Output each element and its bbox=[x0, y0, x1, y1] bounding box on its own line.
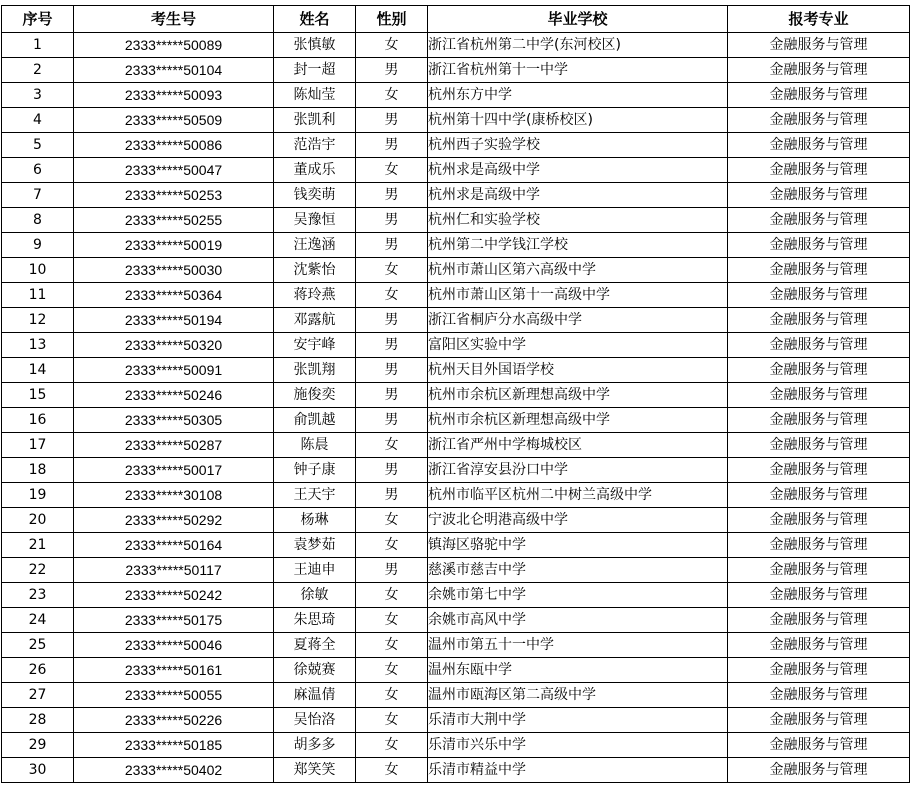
cell-gender: 女 bbox=[356, 583, 428, 608]
table-row bbox=[2, 608, 910, 633]
cell-school: 杭州西子实验学校 bbox=[428, 133, 728, 158]
cell-exam-id: 2333*****50194 bbox=[74, 308, 274, 333]
cell-school: 杭州第十四中学(康桥校区) bbox=[428, 108, 728, 133]
cell-exam-id: 2333*****50242 bbox=[74, 583, 274, 608]
admission-roster-table bbox=[1, 5, 910, 783]
table-row bbox=[2, 508, 910, 533]
cell-no: 19 bbox=[2, 483, 74, 508]
cell-school: 浙江省杭州第二中学(东河校区) bbox=[428, 33, 728, 58]
header-row bbox=[2, 6, 910, 33]
table-row bbox=[2, 358, 910, 383]
cell-gender: 女 bbox=[356, 633, 428, 658]
cell-major: 金融服务与管理 bbox=[728, 233, 910, 258]
cell-school: 杭州求是高级中学 bbox=[428, 183, 728, 208]
table-row bbox=[2, 258, 910, 283]
cell-exam-id: 2333*****30108 bbox=[74, 483, 274, 508]
cell-exam-id: 2333*****50255 bbox=[74, 208, 274, 233]
cell-major: 金融服务与管理 bbox=[728, 483, 910, 508]
cell-gender: 男 bbox=[356, 483, 428, 508]
table-row bbox=[2, 758, 910, 783]
cell-gender: 女 bbox=[356, 733, 428, 758]
cell-major: 金融服务与管理 bbox=[728, 433, 910, 458]
header-major: 报考专业 bbox=[728, 6, 910, 33]
cell-exam-id: 2333*****50030 bbox=[74, 258, 274, 283]
cell-major: 金融服务与管理 bbox=[728, 158, 910, 183]
cell-name: 沈紫怡 bbox=[274, 258, 356, 283]
cell-no: 2 bbox=[2, 58, 74, 83]
table-row bbox=[2, 433, 910, 458]
cell-exam-id: 2333*****50292 bbox=[74, 508, 274, 533]
table-row bbox=[2, 633, 910, 658]
cell-exam-id: 2333*****50055 bbox=[74, 683, 274, 708]
cell-gender: 男 bbox=[356, 358, 428, 383]
cell-gender: 女 bbox=[356, 658, 428, 683]
cell-no: 29 bbox=[2, 733, 74, 758]
table-row bbox=[2, 533, 910, 558]
cell-name: 夏蒋全 bbox=[274, 633, 356, 658]
table-row bbox=[2, 483, 910, 508]
cell-school: 温州市第五十一中学 bbox=[428, 633, 728, 658]
cell-gender: 女 bbox=[356, 33, 428, 58]
table-row bbox=[2, 458, 910, 483]
cell-major: 金融服务与管理 bbox=[728, 708, 910, 733]
cell-major: 金融服务与管理 bbox=[728, 258, 910, 283]
cell-no: 9 bbox=[2, 233, 74, 258]
table-row bbox=[2, 233, 910, 258]
cell-school: 浙江省杭州第十一中学 bbox=[428, 58, 728, 83]
cell-school: 富阳区实验中学 bbox=[428, 333, 728, 358]
cell-exam-id: 2333*****50287 bbox=[74, 433, 274, 458]
cell-major: 金融服务与管理 bbox=[728, 458, 910, 483]
cell-school: 温州东瓯中学 bbox=[428, 658, 728, 683]
cell-gender: 女 bbox=[356, 508, 428, 533]
header-exam-id: 考生号 bbox=[74, 6, 274, 33]
cell-major: 金融服务与管理 bbox=[728, 83, 910, 108]
cell-major: 金融服务与管理 bbox=[728, 558, 910, 583]
cell-no: 17 bbox=[2, 433, 74, 458]
cell-no: 6 bbox=[2, 158, 74, 183]
cell-major: 金融服务与管理 bbox=[728, 58, 910, 83]
cell-gender: 男 bbox=[356, 233, 428, 258]
cell-name: 张凯翔 bbox=[274, 358, 356, 383]
cell-no: 13 bbox=[2, 333, 74, 358]
cell-no: 16 bbox=[2, 408, 74, 433]
header-no: 序号 bbox=[2, 6, 74, 33]
cell-school: 乐清市大荆中学 bbox=[428, 708, 728, 733]
cell-major: 金融服务与管理 bbox=[728, 183, 910, 208]
cell-exam-id: 2333*****50226 bbox=[74, 708, 274, 733]
cell-school: 杭州仁和实验学校 bbox=[428, 208, 728, 233]
table-row bbox=[2, 383, 910, 408]
cell-exam-id: 2333*****50089 bbox=[74, 33, 274, 58]
cell-gender: 女 bbox=[356, 758, 428, 783]
cell-name: 钟子康 bbox=[274, 458, 356, 483]
cell-name: 安宇峰 bbox=[274, 333, 356, 358]
cell-major: 金融服务与管理 bbox=[728, 33, 910, 58]
cell-no: 27 bbox=[2, 683, 74, 708]
cell-school: 杭州东方中学 bbox=[428, 83, 728, 108]
cell-gender: 男 bbox=[356, 558, 428, 583]
cell-name: 麻温倩 bbox=[274, 683, 356, 708]
cell-school: 杭州市临平区杭州二中树兰高级中学 bbox=[428, 483, 728, 508]
cell-major: 金融服务与管理 bbox=[728, 333, 910, 358]
cell-no: 21 bbox=[2, 533, 74, 558]
header-school: 毕业学校 bbox=[428, 6, 728, 33]
cell-school: 宁波北仑明港高级中学 bbox=[428, 508, 728, 533]
cell-school: 余姚市高风中学 bbox=[428, 608, 728, 633]
cell-exam-id: 2333*****50246 bbox=[74, 383, 274, 408]
cell-name: 朱思琦 bbox=[274, 608, 356, 633]
cell-school: 杭州市萧山区第十一高级中学 bbox=[428, 283, 728, 308]
cell-school: 杭州求是高级中学 bbox=[428, 158, 728, 183]
cell-exam-id: 2333*****50017 bbox=[74, 458, 274, 483]
cell-gender: 女 bbox=[356, 683, 428, 708]
cell-no: 1 bbox=[2, 33, 74, 58]
cell-name: 蒋玲燕 bbox=[274, 283, 356, 308]
table-row bbox=[2, 83, 910, 108]
cell-school: 杭州第二中学钱江学校 bbox=[428, 233, 728, 258]
cell-name: 张慎敏 bbox=[274, 33, 356, 58]
cell-gender: 女 bbox=[356, 608, 428, 633]
cell-name: 王迪申 bbox=[274, 558, 356, 583]
cell-name: 俞凯越 bbox=[274, 408, 356, 433]
cell-exam-id: 2333*****50320 bbox=[74, 333, 274, 358]
cell-gender: 男 bbox=[356, 333, 428, 358]
header-gender: 性别 bbox=[356, 6, 428, 33]
cell-school: 镇海区骆驼中学 bbox=[428, 533, 728, 558]
cell-major: 金融服务与管理 bbox=[728, 533, 910, 558]
cell-exam-id: 2333*****50253 bbox=[74, 183, 274, 208]
cell-major: 金融服务与管理 bbox=[728, 758, 910, 783]
cell-name: 钱奕萌 bbox=[274, 183, 356, 208]
cell-exam-id: 2333*****50402 bbox=[74, 758, 274, 783]
table-row bbox=[2, 733, 910, 758]
table-row bbox=[2, 333, 910, 358]
cell-school: 杭州市余杭区新理想高级中学 bbox=[428, 383, 728, 408]
cell-gender: 女 bbox=[356, 533, 428, 558]
cell-exam-id: 2333*****50175 bbox=[74, 608, 274, 633]
cell-name: 陈灿莹 bbox=[274, 83, 356, 108]
cell-no: 24 bbox=[2, 608, 74, 633]
cell-name: 郑笑笑 bbox=[274, 758, 356, 783]
cell-gender: 男 bbox=[356, 183, 428, 208]
cell-school: 慈溪市慈吉中学 bbox=[428, 558, 728, 583]
cell-school: 浙江省淳安县汾口中学 bbox=[428, 458, 728, 483]
cell-no: 22 bbox=[2, 558, 74, 583]
cell-name: 邓露航 bbox=[274, 308, 356, 333]
table-row bbox=[2, 708, 910, 733]
cell-no: 26 bbox=[2, 658, 74, 683]
cell-major: 金融服务与管理 bbox=[728, 133, 910, 158]
cell-major: 金融服务与管理 bbox=[728, 308, 910, 333]
cell-major: 金融服务与管理 bbox=[728, 108, 910, 133]
cell-exam-id: 2333*****50091 bbox=[74, 358, 274, 383]
cell-no: 23 bbox=[2, 583, 74, 608]
cell-gender: 男 bbox=[356, 108, 428, 133]
cell-exam-id: 2333*****50047 bbox=[74, 158, 274, 183]
cell-name: 王天宇 bbox=[274, 483, 356, 508]
cell-no: 11 bbox=[2, 283, 74, 308]
cell-major: 金融服务与管理 bbox=[728, 633, 910, 658]
cell-no: 5 bbox=[2, 133, 74, 158]
cell-name: 杨琳 bbox=[274, 508, 356, 533]
cell-major: 金融服务与管理 bbox=[728, 408, 910, 433]
cell-exam-id: 2333*****50117 bbox=[74, 558, 274, 583]
cell-exam-id: 2333*****50305 bbox=[74, 408, 274, 433]
cell-exam-id: 2333*****50086 bbox=[74, 133, 274, 158]
table-row bbox=[2, 408, 910, 433]
cell-gender: 男 bbox=[356, 308, 428, 333]
cell-no: 14 bbox=[2, 358, 74, 383]
cell-major: 金融服务与管理 bbox=[728, 683, 910, 708]
cell-name: 袁梦茹 bbox=[274, 533, 356, 558]
cell-major: 金融服务与管理 bbox=[728, 608, 910, 633]
table-row bbox=[2, 283, 910, 308]
cell-gender: 男 bbox=[356, 58, 428, 83]
cell-name: 张凯利 bbox=[274, 108, 356, 133]
cell-major: 金融服务与管理 bbox=[728, 508, 910, 533]
cell-name: 吴怡洛 bbox=[274, 708, 356, 733]
cell-no: 8 bbox=[2, 208, 74, 233]
cell-no: 7 bbox=[2, 183, 74, 208]
cell-exam-id: 2333*****50093 bbox=[74, 83, 274, 108]
cell-gender: 女 bbox=[356, 258, 428, 283]
cell-major: 金融服务与管理 bbox=[728, 208, 910, 233]
cell-exam-id: 2333*****50046 bbox=[74, 633, 274, 658]
cell-major: 金融服务与管理 bbox=[728, 583, 910, 608]
table-row bbox=[2, 583, 910, 608]
table-row bbox=[2, 683, 910, 708]
cell-gender: 男 bbox=[356, 383, 428, 408]
cell-major: 金融服务与管理 bbox=[728, 283, 910, 308]
cell-name: 徐敏 bbox=[274, 583, 356, 608]
cell-no: 15 bbox=[2, 383, 74, 408]
table-row bbox=[2, 33, 910, 58]
table-row bbox=[2, 133, 910, 158]
table-row bbox=[2, 183, 910, 208]
cell-gender: 女 bbox=[356, 83, 428, 108]
cell-no: 4 bbox=[2, 108, 74, 133]
cell-school: 乐清市精益中学 bbox=[428, 758, 728, 783]
cell-school: 杭州天目外国语学校 bbox=[428, 358, 728, 383]
table-row bbox=[2, 158, 910, 183]
cell-school: 温州市瓯海区第二高级中学 bbox=[428, 683, 728, 708]
cell-no: 30 bbox=[2, 758, 74, 783]
cell-school: 余姚市第七中学 bbox=[428, 583, 728, 608]
cell-name: 施俊奕 bbox=[274, 383, 356, 408]
cell-exam-id: 2333*****50104 bbox=[74, 58, 274, 83]
cell-no: 28 bbox=[2, 708, 74, 733]
table-row bbox=[2, 108, 910, 133]
cell-no: 12 bbox=[2, 308, 74, 333]
cell-exam-id: 2333*****50161 bbox=[74, 658, 274, 683]
table-row bbox=[2, 658, 910, 683]
cell-no: 20 bbox=[2, 508, 74, 533]
cell-gender: 男 bbox=[356, 458, 428, 483]
cell-school: 乐清市兴乐中学 bbox=[428, 733, 728, 758]
cell-school: 杭州市余杭区新理想高级中学 bbox=[428, 408, 728, 433]
cell-name: 汪逸涵 bbox=[274, 233, 356, 258]
cell-name: 胡多多 bbox=[274, 733, 356, 758]
cell-gender: 男 bbox=[356, 208, 428, 233]
cell-gender: 女 bbox=[356, 158, 428, 183]
cell-name: 徐兢赛 bbox=[274, 658, 356, 683]
cell-school: 浙江省严州中学梅城校区 bbox=[428, 433, 728, 458]
cell-gender: 女 bbox=[356, 708, 428, 733]
table-row bbox=[2, 558, 910, 583]
cell-major: 金融服务与管理 bbox=[728, 658, 910, 683]
cell-major: 金融服务与管理 bbox=[728, 358, 910, 383]
cell-gender: 女 bbox=[356, 283, 428, 308]
cell-name: 范浩宇 bbox=[274, 133, 356, 158]
cell-name: 吴豫恒 bbox=[274, 208, 356, 233]
cell-gender: 女 bbox=[356, 433, 428, 458]
cell-no: 25 bbox=[2, 633, 74, 658]
cell-school: 浙江省桐庐分水高级中学 bbox=[428, 308, 728, 333]
cell-exam-id: 2333*****50364 bbox=[74, 283, 274, 308]
cell-gender: 男 bbox=[356, 408, 428, 433]
cell-major: 金融服务与管理 bbox=[728, 383, 910, 408]
cell-exam-id: 2333*****50164 bbox=[74, 533, 274, 558]
cell-gender: 男 bbox=[356, 133, 428, 158]
cell-no: 3 bbox=[2, 83, 74, 108]
cell-name: 董成乐 bbox=[274, 158, 356, 183]
cell-name: 封一超 bbox=[274, 58, 356, 83]
cell-name: 陈晨 bbox=[274, 433, 356, 458]
roster-body bbox=[2, 33, 910, 783]
cell-no: 10 bbox=[2, 258, 74, 283]
table-row bbox=[2, 208, 910, 233]
cell-exam-id: 2333*****50185 bbox=[74, 733, 274, 758]
cell-no: 18 bbox=[2, 458, 74, 483]
header-name: 姓名 bbox=[274, 6, 356, 33]
cell-exam-id: 2333*****50509 bbox=[74, 108, 274, 133]
cell-school: 杭州市萧山区第六高级中学 bbox=[428, 258, 728, 283]
table-row bbox=[2, 58, 910, 83]
cell-major: 金融服务与管理 bbox=[728, 733, 910, 758]
table-row bbox=[2, 308, 910, 333]
cell-exam-id: 2333*****50019 bbox=[74, 233, 274, 258]
